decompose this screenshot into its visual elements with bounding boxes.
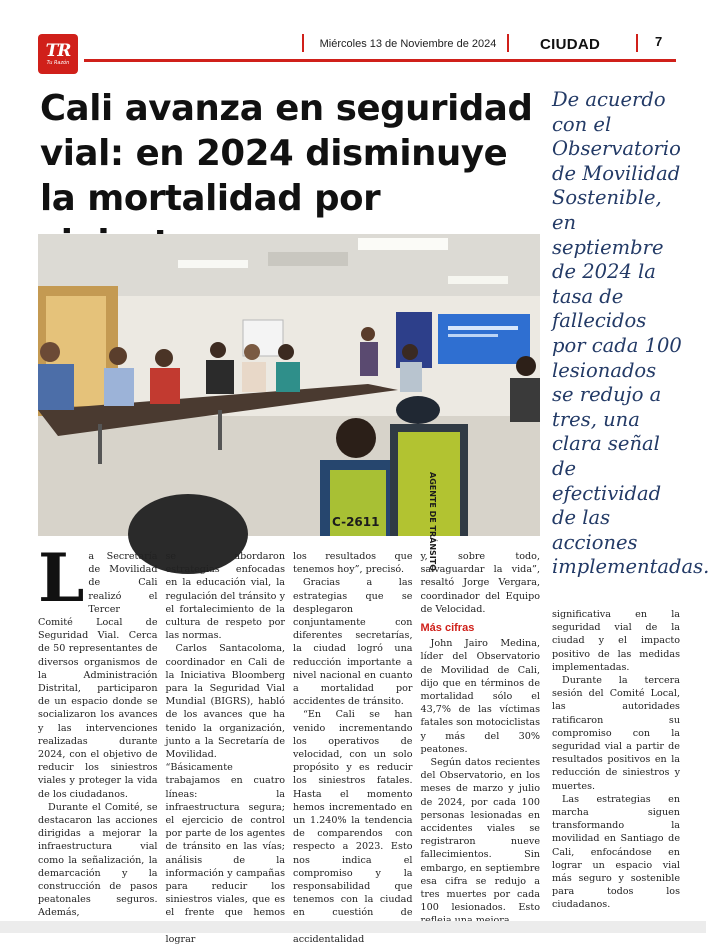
logo-subtitle: Tu Razón (46, 59, 70, 66)
vest-label: AGENTE DE TRÁNSITO (428, 472, 437, 572)
publication-date: Miércoles 13 de Noviembre de 2024 (319, 38, 497, 50)
drop-cap: L (38, 539, 85, 617)
paragraph: “En Cali se han venido incrementando los operativos de velocidad, con un solo propósito y es reducir los siniestros fatales. Hasta el momento hemos incrementado en un 1.240% la tendencia de comparendos con respecto a 2023. Esto nos indica el compromiso y la responsabilidad que tenemos con la ciudad en cuestión de accidentalidad (293, 709, 413, 945)
section-name: CIUDAD (540, 36, 601, 53)
paragraph: se abordaron estrategias enfocadas en la educación vial, la regulación del tránsito y el fortalecimiento de la cultura de respeto por las normas. (165, 551, 285, 642)
paragraph: Durante el Comité, se destacaron las acciones dirigidas a mejorar la infraestructura vial como la señalización, la demarcación y la construcción de pasos peatonales seguros. Además, (38, 801, 158, 919)
body-column-2 (166, 550, 286, 946)
paragraph: los resultados que tenemos hoy”, precisó. (293, 551, 413, 576)
body-column-5 (552, 608, 680, 912)
paragraph: John Jairo Medina, líder del Observatorio de Movilidad de Cali, dijo que en términos de mortalidad sólo el 43,7% de las víctimas fatales son motociclistas y más del 30% peatones. (420, 638, 540, 755)
header-rule (84, 59, 676, 62)
paragraph: Durante la tercera sesión del Comité Local, las autoridades ratificaron su compromiso con la seguridad vial a partir de resultados positivos en la reducción de siniestros y muertes. (552, 675, 680, 792)
header-divider (507, 34, 509, 52)
paragraph: a Secretaría de Movilidad de Cali realizó el Tercer Comité Local de Seguridad Vial. Cerca de 50 representantes de diversos organismos de la Administración Distrital, participaron de un espacio donde se socializaron los avances y las intervenciones realizadas durante 2024, con el objetivo de reducir los siniestros viales y proteger la vida de los ciudadanos. (38, 551, 158, 800)
paragraph: Gracias a las estrategias que se desplegaron conjuntamente con diferentes secretarías, la ciudad logró una reducción importante a nivel nacional en cuanto a mortalidad por accidentes de tránsito. (293, 577, 413, 708)
paragraph: significativa en la seguridad vial de la ciudad y el impacto positivo de las medidas implementadas. (552, 609, 680, 673)
page-number: 7 (655, 34, 663, 49)
paragraph: Según datos recientes del Observatorio, en los meses de marzo y julio de 2024, por cada 100 personas lesionadas en accidentes viales se registraron nueve fallecimientos. Sin embargo, en septiembre esa cifra se redujo a tres muertes por cada 100 lesionados. Esto (420, 757, 540, 914)
paragraph: y, sobre todo, salvaguardar la vida”, resaltó Jorge Vergara, coordinador del Equipo de Velocidad. (420, 551, 540, 615)
paragraph: Carlos Santacoloma, coordinador en Cali de la Iniciativa Bloomberg para la Seguridad Vial Mundial (BIGRS), habló de los avances que ha tenido la organización, junto a la Secretaría de Movilidad. “Básicamente trabajamos en cuatro líneas: la infraestructura segura; el ejercicio de control por parte de los agentes de tránsito en las vías; análisis de la información y campañas para reducir los siniestros viales, que es el frente que hemos lograr (165, 643, 285, 945)
newspaper-logo (38, 34, 78, 74)
header-divider (302, 34, 304, 52)
article-body (38, 539, 540, 945)
body-column-1 (38, 539, 158, 946)
header-divider (636, 34, 638, 52)
paragraph: Las estrategias en marcha siguen transformando la movilidad en Santiago de Cali, enfocándose en lograr un espacio vial más seguro y sostenible para todos los ciudadanos. (552, 793, 680, 911)
vest-badge-number: C-2611 (332, 515, 380, 529)
page-footer-band (0, 921, 706, 933)
body-column-3 (293, 550, 413, 946)
pull-quote: De acuerdo con el Observatorio de Movilidad Sostenible, en septiembre de 2024 la tasa de fallecidos por cada 100 lesionados se redujo a tres, una clara señal de efectividad de las acciones implementadas. (552, 88, 709, 579)
logo-mark: TR (45, 40, 71, 61)
body-column-4 (421, 550, 541, 946)
article-headline: Cali avanza en seguridad vial: en 2024 disminuye la mortalidad por (40, 88, 533, 219)
subheading: Más cifras (420, 622, 475, 635)
